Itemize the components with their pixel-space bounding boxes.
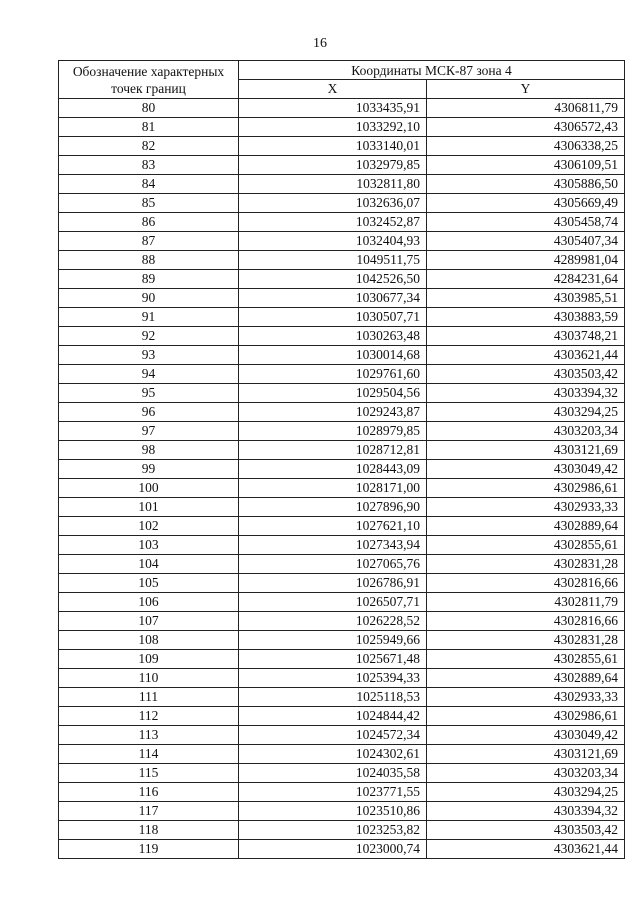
coord-x: 1032452,87 xyxy=(239,213,427,232)
point-number: 109 xyxy=(59,650,239,669)
point-number: 83 xyxy=(59,156,239,175)
point-number: 101 xyxy=(59,498,239,517)
table-row xyxy=(59,745,625,764)
point-number: 103 xyxy=(59,536,239,555)
coord-x: 1028443,09 xyxy=(239,460,427,479)
point-number: 99 xyxy=(59,460,239,479)
coord-y: 4302933,33 xyxy=(427,498,625,517)
table-row xyxy=(59,612,625,631)
coord-y: 4305407,34 xyxy=(427,232,625,251)
coord-y: 4302889,64 xyxy=(427,517,625,536)
point-number: 113 xyxy=(59,726,239,745)
point-number: 96 xyxy=(59,403,239,422)
coord-y: 4302855,61 xyxy=(427,650,625,669)
point-number: 118 xyxy=(59,821,239,840)
table-row xyxy=(59,802,625,821)
point-number: 90 xyxy=(59,289,239,308)
coord-x: 1028979,85 xyxy=(239,422,427,441)
table-body xyxy=(59,99,625,859)
coord-y: 4303121,69 xyxy=(427,441,625,460)
point-number: 84 xyxy=(59,175,239,194)
point-number: 114 xyxy=(59,745,239,764)
coord-x: 1033435,91 xyxy=(239,99,427,118)
coord-y: 4303203,34 xyxy=(427,422,625,441)
table-row xyxy=(59,650,625,669)
coord-y: 4303985,51 xyxy=(427,289,625,308)
coord-y: 4303394,32 xyxy=(427,384,625,403)
coord-x: 1029504,56 xyxy=(239,384,427,403)
coord-y: 4303049,42 xyxy=(427,460,625,479)
table-row xyxy=(59,194,625,213)
coord-y: 4303394,32 xyxy=(427,802,625,821)
coord-y: 4303294,25 xyxy=(427,783,625,802)
coord-y: 4305669,49 xyxy=(427,194,625,213)
table-row xyxy=(59,156,625,175)
point-number: 80 xyxy=(59,99,239,118)
coord-y: 4306572,43 xyxy=(427,118,625,137)
coord-x: 1033140,01 xyxy=(239,137,427,156)
coord-x: 1023771,55 xyxy=(239,783,427,802)
table-row xyxy=(59,821,625,840)
table-row xyxy=(59,213,625,232)
coord-x: 1024844,42 xyxy=(239,707,427,726)
coord-y: 4302811,79 xyxy=(427,593,625,612)
table-row xyxy=(59,346,625,365)
table-row xyxy=(59,536,625,555)
table-row xyxy=(59,707,625,726)
point-number: 92 xyxy=(59,327,239,346)
coord-x: 1027065,76 xyxy=(239,555,427,574)
point-number: 88 xyxy=(59,251,239,270)
table-row xyxy=(59,441,625,460)
point-number: 94 xyxy=(59,365,239,384)
coord-y: 4302816,66 xyxy=(427,574,625,593)
point-number: 112 xyxy=(59,707,239,726)
coord-x: 1024572,34 xyxy=(239,726,427,745)
table-row xyxy=(59,688,625,707)
table-row xyxy=(59,783,625,802)
coord-x: 1032636,07 xyxy=(239,194,427,213)
coord-y: 4303883,59 xyxy=(427,308,625,327)
header-y: Y xyxy=(427,80,625,99)
table-row xyxy=(59,631,625,650)
point-number: 105 xyxy=(59,574,239,593)
point-number: 104 xyxy=(59,555,239,574)
coord-x: 1028712,81 xyxy=(239,441,427,460)
coord-y: 4302986,61 xyxy=(427,707,625,726)
coord-x: 1032811,80 xyxy=(239,175,427,194)
coord-x: 1026786,91 xyxy=(239,574,427,593)
point-number: 95 xyxy=(59,384,239,403)
point-number: 93 xyxy=(59,346,239,365)
coord-x: 1049511,75 xyxy=(239,251,427,270)
coord-x: 1032979,85 xyxy=(239,156,427,175)
table-row xyxy=(59,498,625,517)
point-number: 82 xyxy=(59,137,239,156)
table-row xyxy=(59,175,625,194)
table-row xyxy=(59,479,625,498)
page-number: 16 xyxy=(313,36,327,51)
coord-y: 4306338,25 xyxy=(427,137,625,156)
coord-y: 4302986,61 xyxy=(427,479,625,498)
table-row xyxy=(59,593,625,612)
table-row xyxy=(59,460,625,479)
point-number: 111 xyxy=(59,688,239,707)
coord-y: 4302889,64 xyxy=(427,669,625,688)
coord-x: 1029243,87 xyxy=(239,403,427,422)
coord-x: 1042526,50 xyxy=(239,270,427,289)
coord-x: 1028171,00 xyxy=(239,479,427,498)
point-number: 110 xyxy=(59,669,239,688)
coord-y: 4305458,74 xyxy=(427,213,625,232)
table-row xyxy=(59,384,625,403)
point-number: 98 xyxy=(59,441,239,460)
coord-y: 4303503,42 xyxy=(427,821,625,840)
coord-y: 4303621,44 xyxy=(427,840,625,859)
point-number: 116 xyxy=(59,783,239,802)
table-row xyxy=(59,840,625,859)
header-x: X xyxy=(239,80,427,99)
coord-y: 4303203,34 xyxy=(427,764,625,783)
coord-y: 4284231,64 xyxy=(427,270,625,289)
table-row xyxy=(59,555,625,574)
coord-y: 4303503,42 xyxy=(427,365,625,384)
table-row xyxy=(59,403,625,422)
coord-x: 1023000,74 xyxy=(239,840,427,859)
table-row xyxy=(59,669,625,688)
coord-x: 1024302,61 xyxy=(239,745,427,764)
point-number: 97 xyxy=(59,422,239,441)
header-coordinates: Координаты МСК-87 зона 4 xyxy=(239,61,625,80)
coord-x: 1027896,90 xyxy=(239,498,427,517)
header-designation: Обозначение характерных точек границ xyxy=(59,61,239,99)
table-row xyxy=(59,422,625,441)
coord-y: 4289981,04 xyxy=(427,251,625,270)
coord-y: 4306811,79 xyxy=(427,99,625,118)
coord-x: 1030014,68 xyxy=(239,346,427,365)
table-row xyxy=(59,251,625,270)
point-number: 87 xyxy=(59,232,239,251)
coord-x: 1023510,86 xyxy=(239,802,427,821)
table-row xyxy=(59,289,625,308)
coord-x: 1026507,71 xyxy=(239,593,427,612)
point-number: 81 xyxy=(59,118,239,137)
point-number: 85 xyxy=(59,194,239,213)
table-row xyxy=(59,726,625,745)
coord-y: 4303748,21 xyxy=(427,327,625,346)
point-number: 100 xyxy=(59,479,239,498)
table-row xyxy=(59,118,625,137)
coord-x: 1030507,71 xyxy=(239,308,427,327)
coord-x: 1024035,58 xyxy=(239,764,427,783)
point-number: 102 xyxy=(59,517,239,536)
table-header xyxy=(59,61,625,99)
coord-x: 1025118,53 xyxy=(239,688,427,707)
point-number: 86 xyxy=(59,213,239,232)
table-row xyxy=(59,308,625,327)
coord-x: 1029761,60 xyxy=(239,365,427,384)
coordinates-table xyxy=(58,60,625,859)
table-row xyxy=(59,270,625,289)
table-row xyxy=(59,99,625,118)
point-number: 107 xyxy=(59,612,239,631)
coord-x: 1027343,94 xyxy=(239,536,427,555)
coord-y: 4302933,33 xyxy=(427,688,625,707)
point-number: 115 xyxy=(59,764,239,783)
coord-y: 4302831,28 xyxy=(427,631,625,650)
coord-y: 4305886,50 xyxy=(427,175,625,194)
table-row xyxy=(59,137,625,156)
coord-y: 4302831,28 xyxy=(427,555,625,574)
coord-x: 1030263,48 xyxy=(239,327,427,346)
coord-x: 1026228,52 xyxy=(239,612,427,631)
point-number: 108 xyxy=(59,631,239,650)
point-number: 119 xyxy=(59,840,239,859)
coord-x: 1033292,10 xyxy=(239,118,427,137)
coord-x: 1027621,10 xyxy=(239,517,427,536)
coord-y: 4303294,25 xyxy=(427,403,625,422)
table-row xyxy=(59,232,625,251)
point-number: 89 xyxy=(59,270,239,289)
coord-x: 1030677,34 xyxy=(239,289,427,308)
table-row xyxy=(59,327,625,346)
table-row xyxy=(59,574,625,593)
table-row xyxy=(59,365,625,384)
coord-x: 1023253,82 xyxy=(239,821,427,840)
point-number: 117 xyxy=(59,802,239,821)
coord-x: 1025949,66 xyxy=(239,631,427,650)
coord-y: 4303049,42 xyxy=(427,726,625,745)
coord-y: 4306109,51 xyxy=(427,156,625,175)
coord-x: 1025671,48 xyxy=(239,650,427,669)
point-number: 106 xyxy=(59,593,239,612)
table-row xyxy=(59,764,625,783)
coord-x: 1025394,33 xyxy=(239,669,427,688)
coord-y: 4303121,69 xyxy=(427,745,625,764)
coord-y: 4303621,44 xyxy=(427,346,625,365)
coord-x: 1032404,93 xyxy=(239,232,427,251)
point-number: 91 xyxy=(59,308,239,327)
coord-y: 4302855,61 xyxy=(427,536,625,555)
coord-y: 4302816,66 xyxy=(427,612,625,631)
table-row xyxy=(59,517,625,536)
